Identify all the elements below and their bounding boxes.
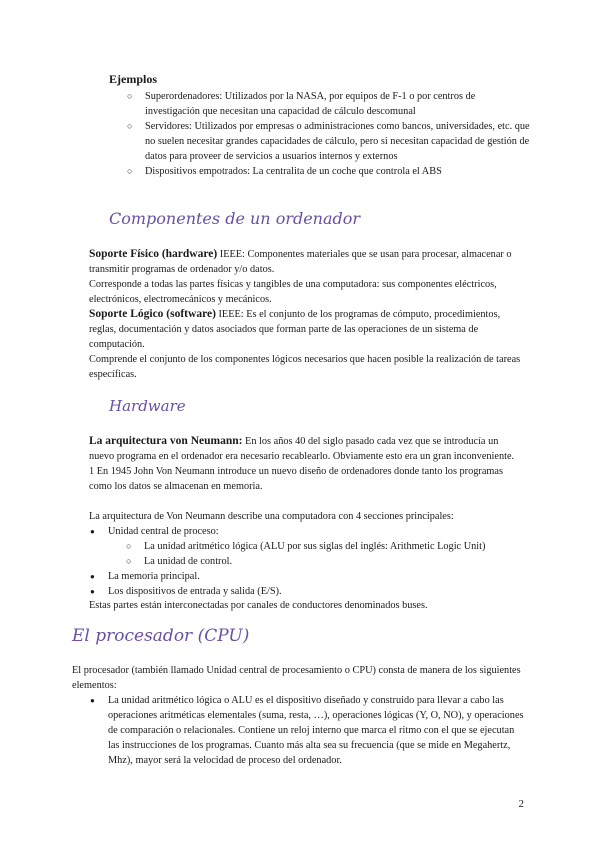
ejemplos-list — [145, 89, 530, 179]
cpu-heading: El procesador (CPU) — [72, 626, 250, 646]
hardware-extra: Corresponde a todas las partes físicas y tangibles de una computadora: sus componentes eléctricos, electrónicos, electromecánicos y mecánicos. — [89, 279, 497, 305]
software-term: Soporte Lógico (software) — [89, 308, 216, 320]
list-item: ○ Servidores: Utilizados por empresas o administraciones como bancos, universidades, etc. que no suelen necesitar grandes capacidades de cálculo, pero si necesitan capacidad de gestión de datos para proveer de servicios a usuarios internos y externos — [145, 119, 530, 164]
von-neumann-intro: La arquitectura de Von Neumann describe una computadora con 4 secciones principales: — [89, 511, 454, 522]
von-neumann-term: La arquitectura von Neumann: — [89, 435, 243, 447]
von-neumann-list — [108, 524, 528, 599]
componentes-heading: Componentes de un ordenador — [109, 209, 361, 228]
page-number: 2 — [518, 798, 524, 810]
list-item: ○ La unidad de control. — [144, 554, 528, 569]
cpu-list — [108, 693, 528, 768]
von-neumann-paragraph — [89, 434, 519, 494]
software-extra: Comprende el conjunto de los componentes lógicos necesarios que hacen posible la realización de tareas específicas. — [89, 354, 521, 380]
list-item: ○ Superordenadores: Utilizados por la NASA, por equipos de F-1 o por centros de investigación que necesitan una capacidad de cálculo descomunal — [145, 89, 530, 119]
list-item-label: Unidad central de proceso: — [108, 526, 219, 537]
list-item: ○ La unidad aritmético lógica (ALU por sus siglas del inglés: Arithmetic Logic Unit) — [144, 539, 528, 554]
list-item — [108, 524, 528, 569]
list-item: ● La unidad aritmético lógica o ALU es el dispositivo diseñado y construido para llevar a cabo las operaciones aritméticas elementales (suma, resta, …), operaciones lógicas (Y, O, NO), y operaciones de comparación o relacionales. Contiene un reloj interno que marca el ritmo con el que se ejecutan las instrucciones de los programas. Cuanto más alta sea su frecuencia (que se mide en Megahertz, Mhz), mayor será la velocidad de proceso del ordenador. — [108, 693, 528, 768]
list-item: ● La memoria principal. — [108, 569, 528, 584]
von-neumann-text: En los años 40 del siglo pasado cada vez que se introducía un nuevo programa en el ordenador era necesario recablearlo. Obviamente esto era un gran inconveniente. 1 En 1945 John Von Neumann introduce un nuevo diseño de ordenadores donde tanto los programas como los datos se almacenan en memoria. — [89, 436, 515, 492]
hardware-def: IEEE: Componentes materiales que se usan para procesar, almacenar o transmitir programas de ordenador y/o datos. — [89, 249, 512, 275]
hardware-term: Soporte Físico (hardware) — [89, 248, 218, 260]
hardware-heading: Hardware — [109, 397, 186, 415]
ejemplos-heading: Ejemplos — [109, 72, 157, 86]
list-item: ● Los dispositivos de entrada y salida (E/S). — [108, 584, 528, 599]
list-item: ○ Dispositivos empotrados: La centralita de un coche que controla el ABS — [145, 164, 530, 179]
buses-sentence: Estas partes están interconectadas por canales de conductores denominados buses. — [89, 600, 428, 611]
software-def: IEEE: Es el conjunto de los programas de cómputo, procedimientos, reglas, documentación y datos asociados que forman parte de las operaciones de un sistema de computación. — [89, 309, 501, 350]
sub-list — [108, 539, 528, 569]
componentes-body — [89, 247, 529, 382]
cpu-intro: El procesador (también llamado Unidad central de procesamiento o CPU) consta de manera de los siguientes elementos: — [72, 665, 521, 691]
